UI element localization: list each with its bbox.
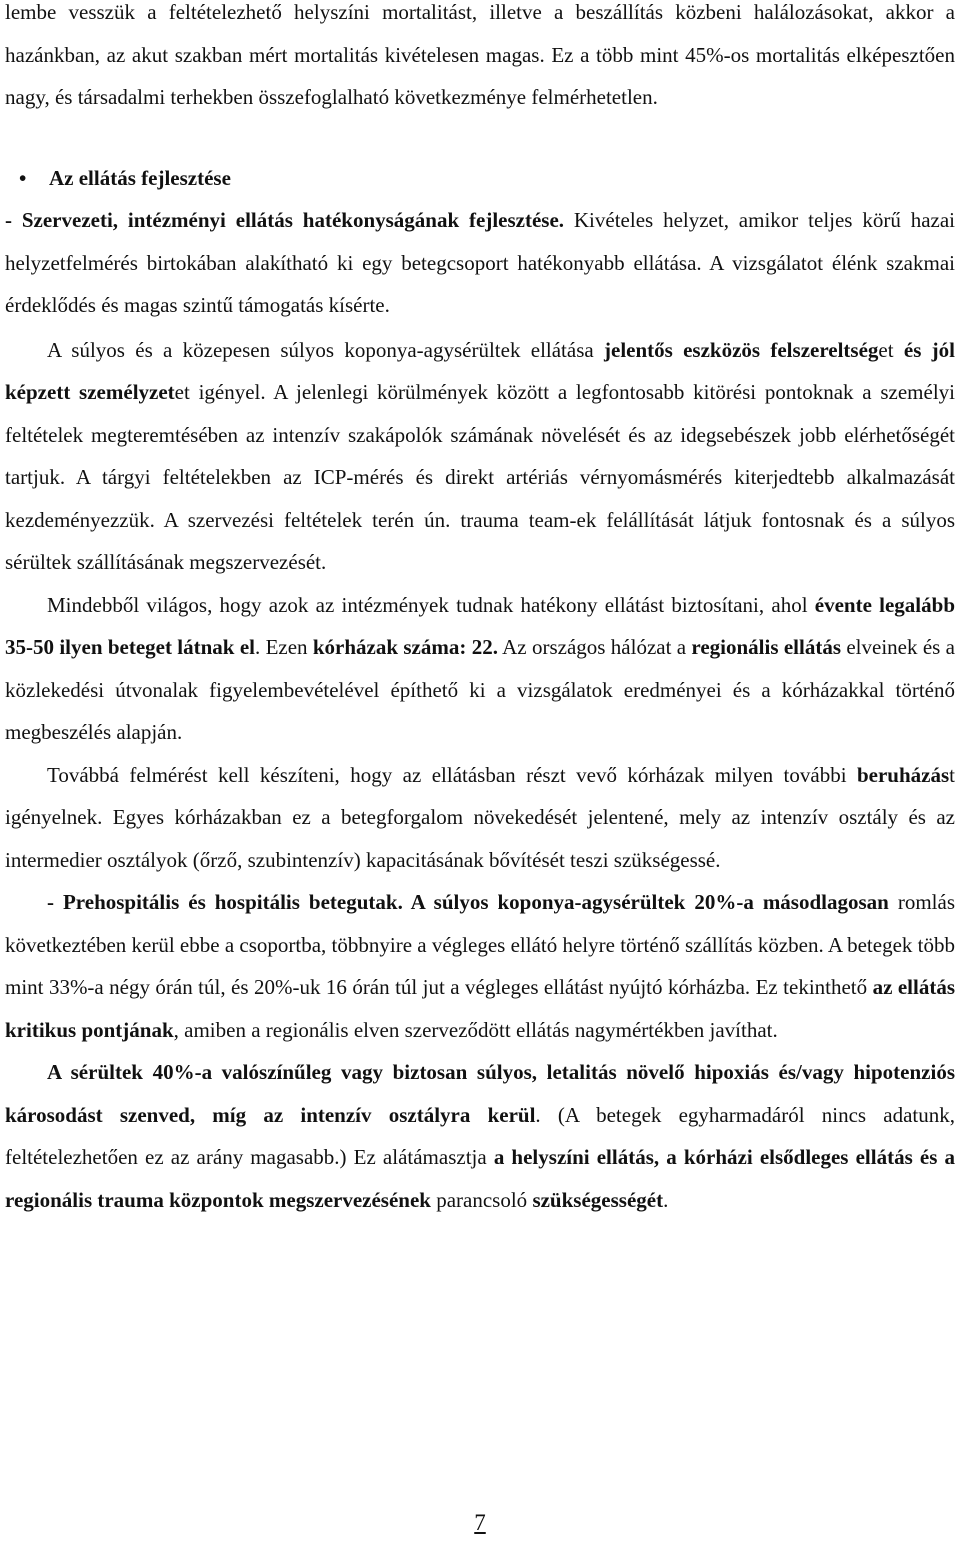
- text-span: . (A betegek egyharmadáról nincs adatunk, feltételezhetően ez az arány magasabb.) Ez alátámasztja: [5, 1102, 955, 1169]
- text-span: et igényel. A jelenlegi körülmények között a legfontosabb kitörési pontoknak a személyi feltételek megteremtésében az intenzív szakápolók számának növelését és az idegsebészek jobb elérhetőségét tartjuk. A tárgyi feltételekben az ICP-mérés és direkt artériás vérnyomásmérés kiterjedtebb alkalmazását kezdeményezzük. A szervezési feltételek terén ún. trauma team-ek felállítását látjuk fontosnak és a súlyos sérültek szállításának megszervezését.: [5, 380, 956, 574]
- bold-span: jelentős eszközös felszereltség: [604, 337, 879, 362]
- text-span: .: [663, 1187, 669, 1212]
- bold-span: az ellátás kritikus pontjának: [5, 975, 955, 1042]
- text-span: , amiben a regionális elven szerveződött ellátás nagymértékben javíthat.: [173, 1017, 778, 1042]
- text-span: Továbbá felmérést kell készíteni, hogy az ellátásban részt vevő kórházak milyen további: [47, 762, 857, 787]
- bold-span: a helyszíni ellátás, a kórházi elsődleges ellátás és a regionális trauma központok megszervezésének: [5, 1145, 955, 1212]
- bold-span: szükségességét: [532, 1187, 664, 1212]
- bold-span: A sérültek 40%-a valószínűleg vagy biztosan súlyos, letalitás növelő hipoxiás és/vagy hipotenziós károsodást szenved, míg az intenzív osztályra kerül: [5, 1060, 955, 1127]
- paragraph-equipment: [5, 329, 955, 584]
- text-span: . Ezen: [254, 635, 313, 659]
- subheading-organizational: - Szervezeti, intézményi ellátás hatékonyságának fejlesztése.: [5, 208, 565, 232]
- paragraph-hypoxia: [5, 1051, 955, 1221]
- text-span: Az országos hálózat a: [497, 635, 692, 659]
- paragraph-investment: [5, 754, 955, 882]
- text-span: A súlyos és a közepesen súlyos koponya-agysérültek ellátása: [47, 337, 604, 362]
- section-heading: [19, 157, 955, 200]
- document-page: [5, 0, 955, 1221]
- bold-span: és jól képzett személyzet: [5, 337, 955, 404]
- paragraph-hospitals: [5, 584, 955, 754]
- bold-span: regionális ellátás: [691, 635, 842, 659]
- paragraph-mortality: lembe vesszük a feltételezhető helyszíni mortalitást, illetve a beszállítás közbeni halálozásokat, akkor a hazánkban, az akut szakban mért mortalitás kivételesen magas. Ez a több mint 45%-os mortalitás elképesztően nagy, és társadalmi terhekben összefoglalható következménye felmérhetetlen.: [5, 0, 955, 109]
- bold-span: évente legalább 35-50 ilyen beteget látnak el: [5, 592, 956, 659]
- text-span: et: [878, 337, 904, 362]
- paragraph-organizational: [5, 199, 955, 327]
- paragraph-patient-pathways: [5, 881, 955, 1051]
- text-span: romlás következtében kerül ebbe a csoportba, többnyire a végleges ellátó helyre történő szállítás közben. A betegek több mint 33%-a négy órán túl, és 20%-uk 16 órán túl jut a végleges ellátást nyújtó kórházba. Ez tekinthető: [5, 890, 956, 999]
- section-heading-text: Az ellátás fejlesztése: [49, 165, 231, 190]
- text-span: Kivételes helyzet, amikor teljes körű hazai helyzetfelmérés birtokában alakítható ki egy betegcsoport hatékonyabb ellátása. A vizsgálatot élénk szakmai érdeklődés és magas szintű támogatás kísérte.: [5, 208, 955, 317]
- bullet-icon: •: [19, 165, 27, 190]
- page-number: 7: [474, 1510, 486, 1535]
- text-span: parancsoló: [430, 1187, 533, 1212]
- subheading-patient-pathways: - Prehospitális és hospitális betegutak. A súlyos koponya-agysérültek 20%-a másodlagosan: [47, 890, 889, 914]
- bold-span: kórházak száma: 22.: [312, 635, 498, 659]
- bold-span: beruházás: [856, 762, 950, 787]
- text-span: Mindebből világos, hogy azok az intézmények tudnak hatékony ellátást biztosítani, ahol: [47, 592, 815, 617]
- text-span: t igényelnek. Egyes kórházakban ez a betegforgalom növekedését jelentené, mely az intenzív osztály és az intermedier osztályok (őrző, szubintenzív) kapacitásának bővítését teszi szükségessé.: [5, 762, 955, 872]
- text-span: elveinek és a közlekedési útvonalak figyelembevételével építhető ki a vizsgálatok eredményei és a kórházakkal történő megbeszélés alapján.: [5, 635, 955, 744]
